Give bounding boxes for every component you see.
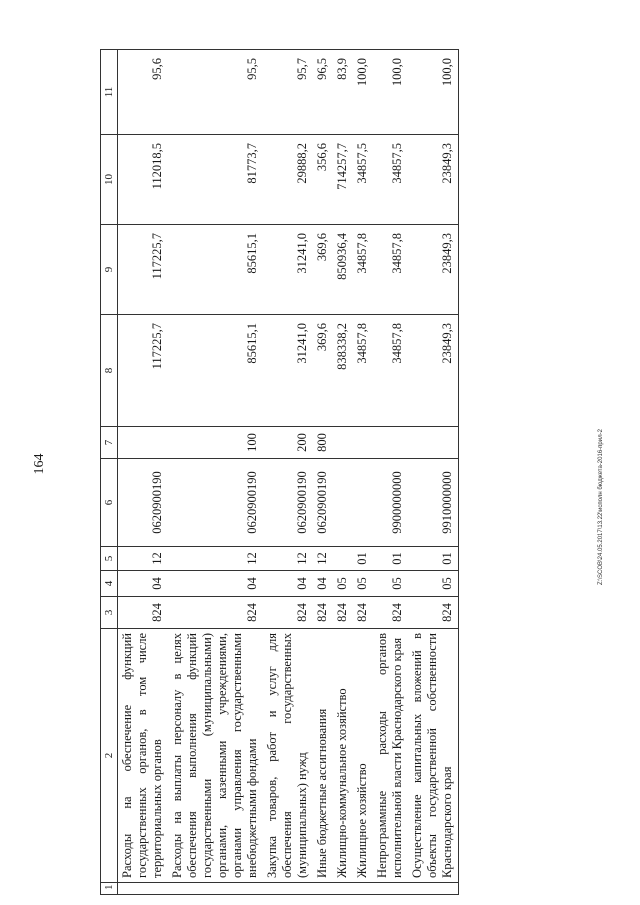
cell-c5: 01 [373, 547, 408, 571]
cell-c10: 714257,7 [333, 135, 353, 225]
cell-c10: 29888,2 [263, 135, 313, 225]
row-index-cell [168, 883, 263, 895]
cell-c4: 05 [408, 571, 459, 597]
cell-c9: 34857,8 [373, 225, 408, 315]
cell-c8: 23849,3 [408, 315, 459, 427]
table-row [118, 50, 169, 895]
cell-c6: 0620900190 [313, 459, 333, 547]
header-cell: 6 [101, 459, 118, 547]
cell-c11: 95,7 [263, 50, 313, 135]
table-row [353, 50, 373, 895]
cell-c8: 31241,0 [263, 315, 313, 427]
cell-c11: 95,5 [168, 50, 263, 135]
cell-c4: 04 [168, 571, 263, 597]
table-row [313, 50, 333, 895]
cell-c8: 34857,8 [353, 315, 373, 427]
cell-c8: 85615,1 [168, 315, 263, 427]
cell-c7: 100 [168, 427, 263, 459]
cell-c11: 100,0 [373, 50, 408, 135]
cell-c4: 05 [353, 571, 373, 597]
cell-c8: 34857,8 [373, 315, 408, 427]
cell-c5: 12 [118, 547, 169, 571]
cell-c7 [408, 427, 459, 459]
table-row [408, 50, 459, 895]
cell-c9: 34857,8 [353, 225, 373, 315]
cell-c9: 369,6 [313, 225, 333, 315]
cell-c7 [333, 427, 353, 459]
cell-c10: 81773,7 [168, 135, 263, 225]
cell-c11: 96,5 [313, 50, 333, 135]
cell-c6: 0620900190 [263, 459, 313, 547]
cell-c9: 23849,3 [408, 225, 459, 315]
cell-c9: 850936,4 [333, 225, 353, 315]
row-name: Расходы на выплаты персоналу в целях обеспечения выполнения функций государственными (муниципальными) органами, казенными учреждениями, органами управления государственными внебюджетными фондами [168, 629, 263, 883]
cell-c3: 824 [313, 597, 333, 629]
cell-c8: 838338,2 [333, 315, 353, 427]
row-name: Осуществление капитальных вложений в объекты государственной собственности Краснодарского края [408, 629, 459, 883]
row-name: Иные бюджетные ассигнования [313, 629, 333, 883]
header-cell: 11 [101, 50, 118, 135]
cell-c4: 04 [118, 571, 169, 597]
cell-c7: 200 [263, 427, 313, 459]
table-row [168, 50, 263, 895]
cell-c3: 824 [168, 597, 263, 629]
cell-c5 [333, 547, 353, 571]
cell-c7 [118, 427, 169, 459]
row-index-cell [118, 883, 169, 895]
row-name: Жилищное хозяйство [353, 629, 373, 883]
header-cell: 3 [101, 597, 118, 629]
cell-c3: 824 [118, 597, 169, 629]
cell-c6: 9900000000 [373, 459, 408, 547]
cell-c10: 34857,5 [353, 135, 373, 225]
page-number: 164 [32, 453, 47, 475]
cell-c6 [333, 459, 353, 547]
cell-c10: 34857,5 [373, 135, 408, 225]
row-name: Расходы на обеспечение функций государственных органов, в том числе территориальных органов [118, 629, 169, 883]
cell-c10: 356,6 [313, 135, 333, 225]
cell-c6: 9910000000 [408, 459, 459, 547]
row-index-cell [353, 883, 373, 895]
cell-c4: 05 [373, 571, 408, 597]
file-path-stamp: Z:\SCOB\24.05.2017\13.22\исполн бюджета-2016-прил-2 [598, 429, 604, 585]
header-cell: 1 [101, 883, 118, 895]
cell-c3: 824 [353, 597, 373, 629]
cell-c9: 31241,0 [263, 225, 313, 315]
budget-table [100, 49, 459, 895]
cell-c11: 100,0 [353, 50, 373, 135]
cell-c11: 83,9 [333, 50, 353, 135]
table-row [333, 50, 353, 895]
cell-c4: 04 [313, 571, 333, 597]
cell-c6 [353, 459, 373, 547]
row-name: Непрограммные расходы органов исполнительной власти Краснодарского края [373, 629, 408, 883]
header-cell: 9 [101, 225, 118, 315]
cell-c7: 800 [313, 427, 333, 459]
rotated-table-frame [100, 50, 615, 895]
header-cell: 4 [101, 571, 118, 597]
table-sheet [100, 50, 615, 895]
row-index-cell [263, 883, 313, 895]
cell-c5: 12 [168, 547, 263, 571]
row-index-cell [313, 883, 333, 895]
cell-c10: 23849,3 [408, 135, 459, 225]
cell-c10: 112018,5 [118, 135, 169, 225]
cell-c3: 824 [333, 597, 353, 629]
cell-c11: 100,0 [408, 50, 459, 135]
cell-c9: 117225,7 [118, 225, 169, 315]
header-cell: 10 [101, 135, 118, 225]
row-index-cell [333, 883, 353, 895]
row-index-cell [408, 883, 459, 895]
cell-c7 [373, 427, 408, 459]
cell-c11: 95,6 [118, 50, 169, 135]
cell-c4: 04 [263, 571, 313, 597]
cell-c6: 0620900190 [118, 459, 169, 547]
cell-c5: 12 [313, 547, 333, 571]
cell-c5: 12 [263, 547, 313, 571]
cell-c4: 05 [333, 571, 353, 597]
cell-c8: 117225,7 [118, 315, 169, 427]
cell-c9: 85615,1 [168, 225, 263, 315]
cell-c5: 01 [408, 547, 459, 571]
cell-c5: 01 [353, 547, 373, 571]
row-name: Жилищно-коммунальное хозяйство [333, 629, 353, 883]
cell-c8: 369,6 [313, 315, 333, 427]
header-row [101, 50, 118, 895]
header-cell: 5 [101, 547, 118, 571]
header-cell: 7 [101, 427, 118, 459]
table-row [373, 50, 408, 895]
cell-c7 [353, 427, 373, 459]
cell-c6: 0620900190 [168, 459, 263, 547]
header-cell: 2 [101, 629, 118, 883]
table-row [263, 50, 313, 895]
cell-c3: 824 [263, 597, 313, 629]
row-index-cell [373, 883, 408, 895]
cell-c3: 824 [408, 597, 459, 629]
row-name: Закупка товаров, работ и услуг для обеспечения государственных (муниципальных) нужд [263, 629, 313, 883]
header-cell: 8 [101, 315, 118, 427]
cell-c3: 824 [373, 597, 408, 629]
